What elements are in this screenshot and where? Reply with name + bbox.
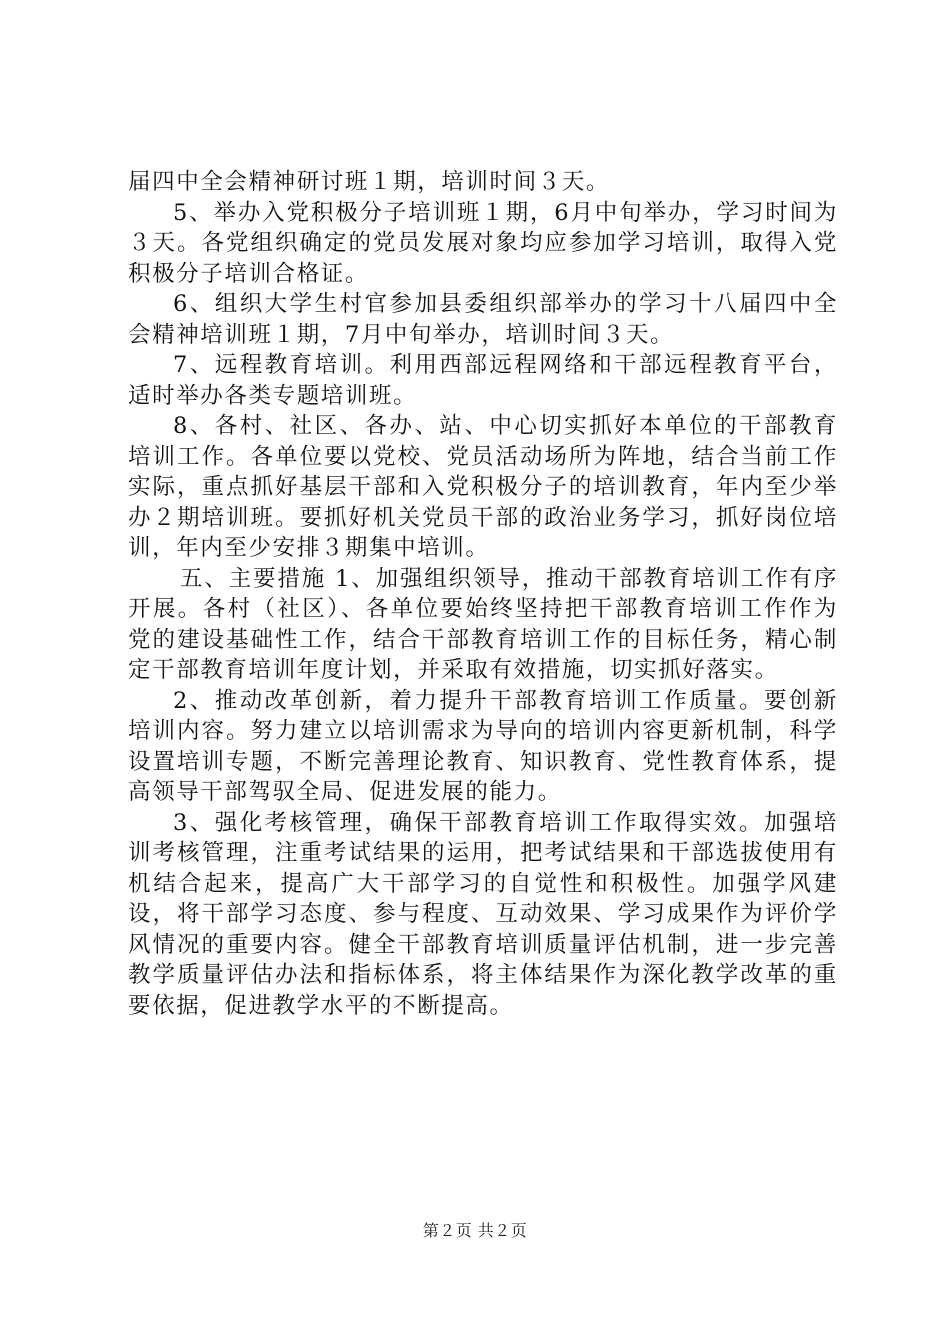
paragraph-continuation: 届四中全会精神研讨班１期，培训时间３天。 [128, 169, 611, 195]
document-body [128, 167, 838, 1021]
paragraph-item-5: 5、举办入党积极分子培训班１期，6月中旬举办，学习时间为３天。各党组织确定的党员发展对象均应参加学习培训，取得入党积极分子培训合格证。 [128, 199, 838, 287]
paragraph-measure-3: 3、强化考核管理，确保干部教育培训工作取得实效。加强培训考核管理，注重考试结果的运用，把考试结果和干部选拔使用有机结合起来，提高广大干部学习的自觉性和积极性。加强学风建设，将干部学习态度、参与程度、互动效果、学习成果作为评价学风情况的重要内容。健全干部教育培训质量评估机制，进一步完善教学质量评估办法和指标体系，将主体结果作为深化教学改革的重要依据，促进教学水平的不断提高。 [128, 809, 838, 1019]
paragraph-item-8: 8、各村、社区、各办、站、中心切实抓好本单位的干部教育培训工作。各单位要以党校、党员活动场所为阵地，结合当前工作实际，重点抓好基层干部和入党积极分子的培训教育，年内至少举办２期培训班。要抓好机关党员干部的政治业务学习，抓好岗位培训，年内至少安排３期集中培训。 [128, 413, 838, 561]
paragraph-measure-2: 2、推动改革创新，着力提升干部教育培训工作质量。要创新培训内容。努力建立以培训需求为导向的培训内容更新机制，科学设置培训专题，不断完善理论教育、知识教育、党性教育体系，提高领导干部驾驭全局、促进发展的能力。 [128, 687, 838, 805]
page-number-footer: 第２页 共２页 [422, 1221, 528, 1240]
paragraph-section-5-measures: 五、主要措施 1、加强组织领导，推动干部教育培训工作有序开展。各村（社区）、各单位要始终坚持把干部教育培训工作作为党的建设基础性工作，结合干部教育培训工作的目标任务，精心制定干部教育培训年度计划，并采取有效措施，切实抓好落实。 [128, 565, 838, 683]
paragraph-item-7: 7、远程教育培训。利用西部远程网络和干部远程教育平台，适时举办各类专题培训班。 [128, 352, 838, 409]
paragraph-item-6: 6、组织大学生村官参加县委组织部举办的学习十八届四中全会精神培训班１期，7月中旬举办，培训时间３天。 [128, 291, 838, 348]
